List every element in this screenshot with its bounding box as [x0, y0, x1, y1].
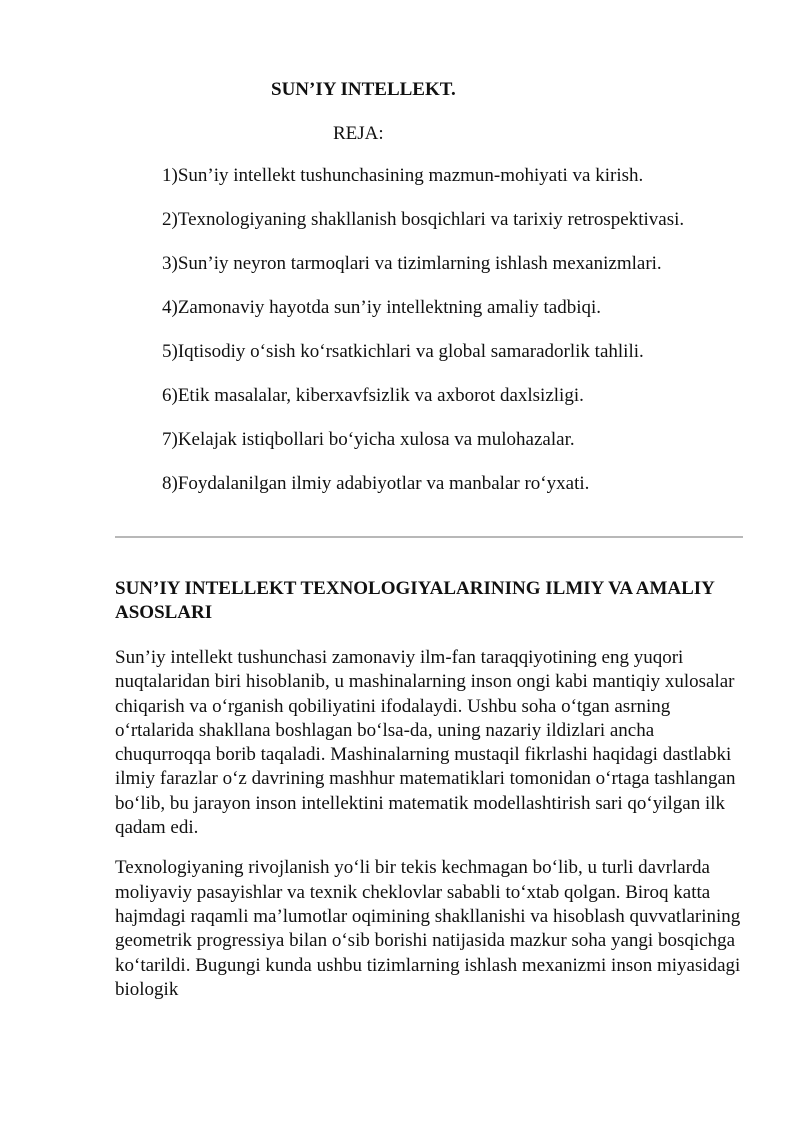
document-title: SUN’IY INTELLEKT.: [271, 79, 456, 100]
plan-item: 2)Texnologiyaning shakllanish bosqichlari va tarixiy retrospektivasi.: [162, 209, 685, 230]
plan-item: 1)Sun’iy intellekt tushunchasining mazmun-mohiyati va kirish.: [162, 165, 644, 186]
plan-item: 3)Sun’iy neyron tarmoqlari va tizimlarning ishlash mexanizmlari.: [162, 253, 662, 274]
paragraph: Texnologiyaning rivojlanish yo‘li bir tekis kechmagan bo‘lib, u turli davrlarda moliyaviy pasayishlar va texnik cheklovlar sababli to‘xtab qolgan. Biroq katta hajmdagi raqamli ma’lumotlar oqimining shakllanishi va hisoblash quvvatlarining geometrik progressiya bilan o‘sib borishi natijasida mazkur soha yangi bosqichga ko‘tarildi. Bugungi kunda ushbu tizimlarning ishlash mexanizmi inson miyasidagi biologik: [115, 857, 741, 1000]
plan-list: [162, 164, 752, 516]
plan-heading: REJA:: [333, 123, 384, 144]
plan-item: 5)Iqtisodiy o‘sish ko‘rsatkichlari va global samaradorlik tahlili.: [162, 341, 644, 362]
section-heading: SUN’IY INTELLEKT TEXNOLOGIYALARINING ILMIY VA AMALIY ASOSLARI: [115, 578, 715, 623]
plan-item: 8)Foydalanilgan ilmiy adabiyotlar va manbalar ro‘yxati.: [162, 473, 590, 494]
plan-item: 7)Kelajak istiqbollari bo‘yicha xulosa va mulohazalar.: [162, 429, 575, 450]
section-divider: [115, 536, 743, 538]
paragraph: Sun’iy intellekt tushunchasi zamonaviy ilm-fan taraqqiyotining eng yuqori nuqtalaridan biri hisoblanib, u mashinalarning inson ongi kabi mantiqiy xulosalar chiqarish va o‘rganish qobiliyatini ifodalaydi. Ushbu soha o‘tgan asrning o‘rtalarida shakllana boshlagan bo‘lsa-da, uning nazariy ildizlari ancha chuqurroqqa borib taqaladi. Mashinalarning mustaqil fikrlashi haqidagi dastlabki ilmiy farazlar o‘z davrining mashhur matematiklari tomonidan o‘rtaga tashlangan bo‘lib, bu jarayon inson intellektini matematik modellashtirish sari qo‘yilgan ilk qadam edi.: [115, 647, 736, 839]
plan-item: 4)Zamonaviy hayotda sun’iy intellektning amaliy tadbiqi.: [162, 297, 602, 318]
plan-item: 6)Etik masalalar, kiberxavfsizlik va axborot daxlsizligi.: [162, 385, 584, 406]
body-text: [115, 646, 743, 1018]
